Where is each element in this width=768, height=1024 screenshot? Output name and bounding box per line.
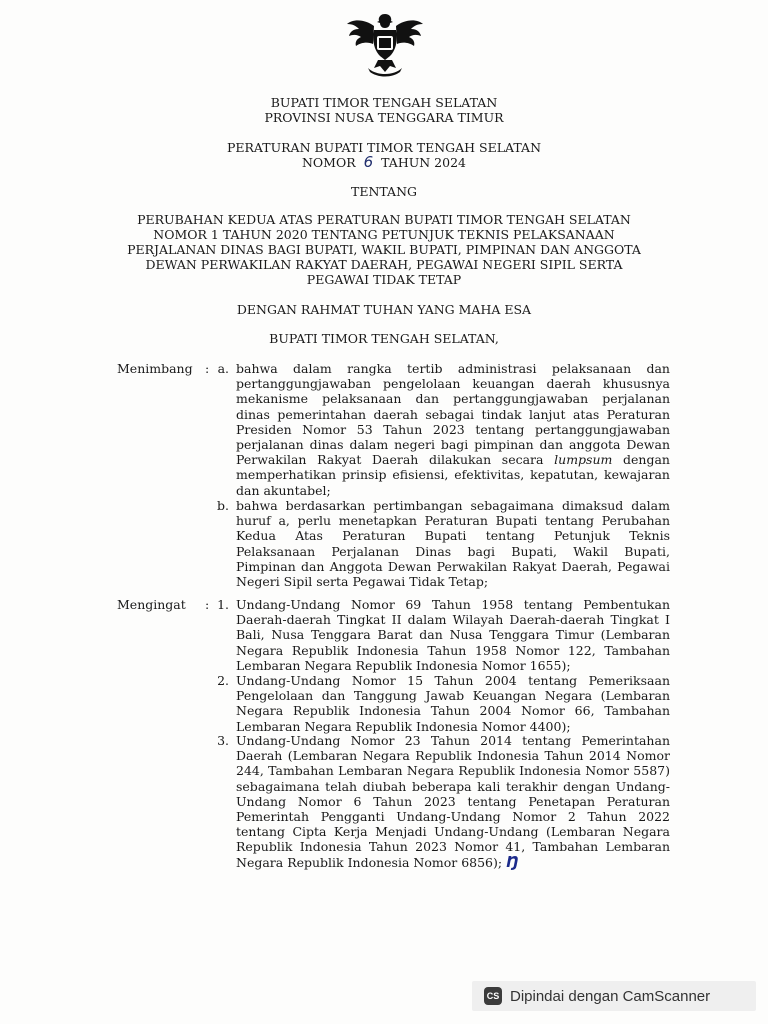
text-line: Republik Indonesia Tahun 2023 Nomor 41, Tambahan Lembaran [236, 839, 670, 855]
subject-line: PERUBAHAN KEDUA ATAS PERATURAN BUPATI TIMOR TENGAH SELATAN [137, 212, 631, 227]
text-line: Negara Republik Indonesia Tahun 2004 Nomor 66, Tambahan [236, 703, 670, 719]
text-line: bahwa berdasarkan pertimbangan sebagaimana dimaksud dalam [236, 498, 670, 513]
mengingat-2-text [236, 673, 670, 734]
issuer: BUPATI TIMOR TENGAH SELATAN, [269, 331, 499, 346]
garuda-emblem [344, 10, 426, 80]
mengingat-1-marker: 1. [217, 597, 229, 612]
text-line [236, 452, 670, 467]
text-line: Pimpinan dan Anggota Dewan Perwakilan Rakyat Daerah, Pegawai [236, 558, 670, 574]
text-line: Undang-Undang Nomor 23 Tahun 2014 tentang Pemerintahan [236, 733, 670, 748]
header-line-1: BUPATI TIMOR TENGAH SELATAN [270, 95, 498, 110]
text-line: Daerah-daerah Tingkat II dalam Wilayah Daerah-daerah Tingkat I [236, 612, 670, 628]
menimbang-label: Menimbang [117, 361, 193, 376]
mengingat-label: Mengingat [117, 597, 186, 612]
camscanner-text: Dipindai dengan CamScanner [510, 987, 711, 1005]
regulation-number [0, 155, 768, 170]
text-line: Presiden Nomor 53 Tahun 2023 tentang pertanggungjawaban [236, 421, 670, 437]
header-line-2: PROVINSI NUSA TENGGARA TIMUR [264, 110, 504, 125]
mengingat-3-text [236, 733, 670, 870]
line-part: Negara Republik Indonesia Nomor 6856); [236, 854, 503, 870]
text-line: Undang-Undang Nomor 69 Tahun 1958 tentang Pembentukan [236, 597, 670, 612]
mengingat-1-text [236, 597, 670, 673]
text-line: Bali, Nusa Tenggara Barat dan Nusa Tenggara Timur (Lembaran [236, 627, 670, 643]
nomor-label: NOMOR [301, 155, 356, 170]
subject-line: PEGAWAI TIDAK TETAP [306, 272, 462, 287]
text-line: dinas pemerintahan daerah sebagai tindak lanjut atas Peraturan [236, 406, 670, 422]
text-line: mekanisme pelaksanaan dan pertanggungjawaban perjalanan [236, 391, 670, 407]
text-line: tentang Cipta Kerja Menjadi Undang-Undang (Lembaran Negara [236, 824, 670, 840]
line-part: dengan [623, 452, 670, 468]
nomor-handwritten-value: 6 [363, 153, 374, 171]
text-line: dan akuntabel; [236, 482, 331, 498]
text-line: Negara Republik Indonesia Tahun 1958 Nomor 122, Tambahan [236, 642, 670, 658]
lumpsum-italic: lumpsum [554, 452, 613, 468]
mengingat-3-marker: 3. [217, 733, 229, 748]
menimbang-colon: : [205, 361, 210, 376]
text-line: Kedua Atas Peraturan Bupati tentang Petunjuk Teknis [236, 528, 670, 544]
preamble: DENGAN RAHMAT TUHAN YANG MAHA ESA [236, 302, 532, 317]
text-line: perjalanan dinas dalam negeri bagi pimpinan dan anggota Dewan [236, 437, 670, 453]
menimbang-b-marker: b. [217, 498, 229, 513]
text-line: sebagaimana telah diubah beberapa kali terakhir dengan Undang- [236, 778, 670, 794]
subject-line: NOMOR 1 TAHUN 2020 TENTANG PETUNJUK TEKNIS PELAKSANAAN [153, 227, 615, 242]
text-line: Undang Nomor 6 Tahun 2023 tentang Penetapan Peraturan [236, 793, 670, 809]
regulation-title: PERATURAN BUPATI TIMOR TENGAH SELATAN [226, 140, 542, 155]
text-line: pertanggungjawaban pengelolaan keuangan daerah khususnya [236, 376, 670, 392]
text-line: Pelaksanaan Perjalanan Dinas bagi Bupati, Wakil Bupati, [236, 543, 670, 559]
text-line: Negeri Sipil serta Pegawai Tidak Tetap; [236, 574, 489, 590]
text-line: Pengelolaan dan Tanggung Jawab Keuangan Negara (Lembaran [236, 688, 670, 704]
menimbang-b-text [236, 498, 670, 589]
menimbang-a-marker: a. [217, 361, 229, 376]
text-line: 244, Tambahan Lembaran Negara Republik Indonesia Nomor 5587) [236, 763, 670, 779]
subject-line: DEWAN PERWAKILAN RAKYAT DAERAH, PEGAWAI NEGERI SIPIL SERTA [145, 257, 623, 272]
text-line: Pemerintah Pengganti Undang-Undang Nomor 2 Tahun 2022 [236, 809, 670, 825]
camscanner-watermark [472, 981, 756, 1011]
text-line: Lembaran Negara Republik Indonesia Nomor 1655); [236, 657, 571, 673]
paraf-initial-mark: Ŋ [506, 852, 519, 871]
text-line: Lembaran Negara Republik Indonesia Nomor 4400); [236, 718, 571, 734]
mengingat-2-marker: 2. [217, 673, 229, 688]
text-line: memperhatikan prinsip efisiensi, efektivitas, kepatutan, kewajaran [236, 467, 670, 483]
text-line: Daerah (Lembaran Negara Republik Indonesia Tahun 2014 Nomor [236, 748, 670, 764]
tahun-label: TAHUN 2024 [381, 155, 466, 170]
text-line: Undang-Undang Nomor 15 Tahun 2004 tentang Pemeriksaan [236, 673, 670, 688]
text-line: bahwa dalam rangka tertib administrasi pelaksanaan dan [236, 361, 670, 376]
line-part: Perwakilan Rakyat Daerah dilakukan secara [236, 452, 544, 468]
menimbang-a-text [236, 361, 670, 498]
tentang-heading: TENTANG [350, 184, 417, 199]
subject-line: PERJALANAN DINAS BAGI BUPATI, WAKIL BUPATI, PIMPINAN DAN ANGGOTA [127, 242, 641, 257]
mengingat-colon: : [205, 597, 210, 612]
text-line [236, 852, 670, 871]
text-line: huruf a, perlu menetapkan Peraturan Bupati tentang Perubahan [236, 513, 670, 529]
camscanner-logo-icon: CS [484, 987, 502, 1005]
